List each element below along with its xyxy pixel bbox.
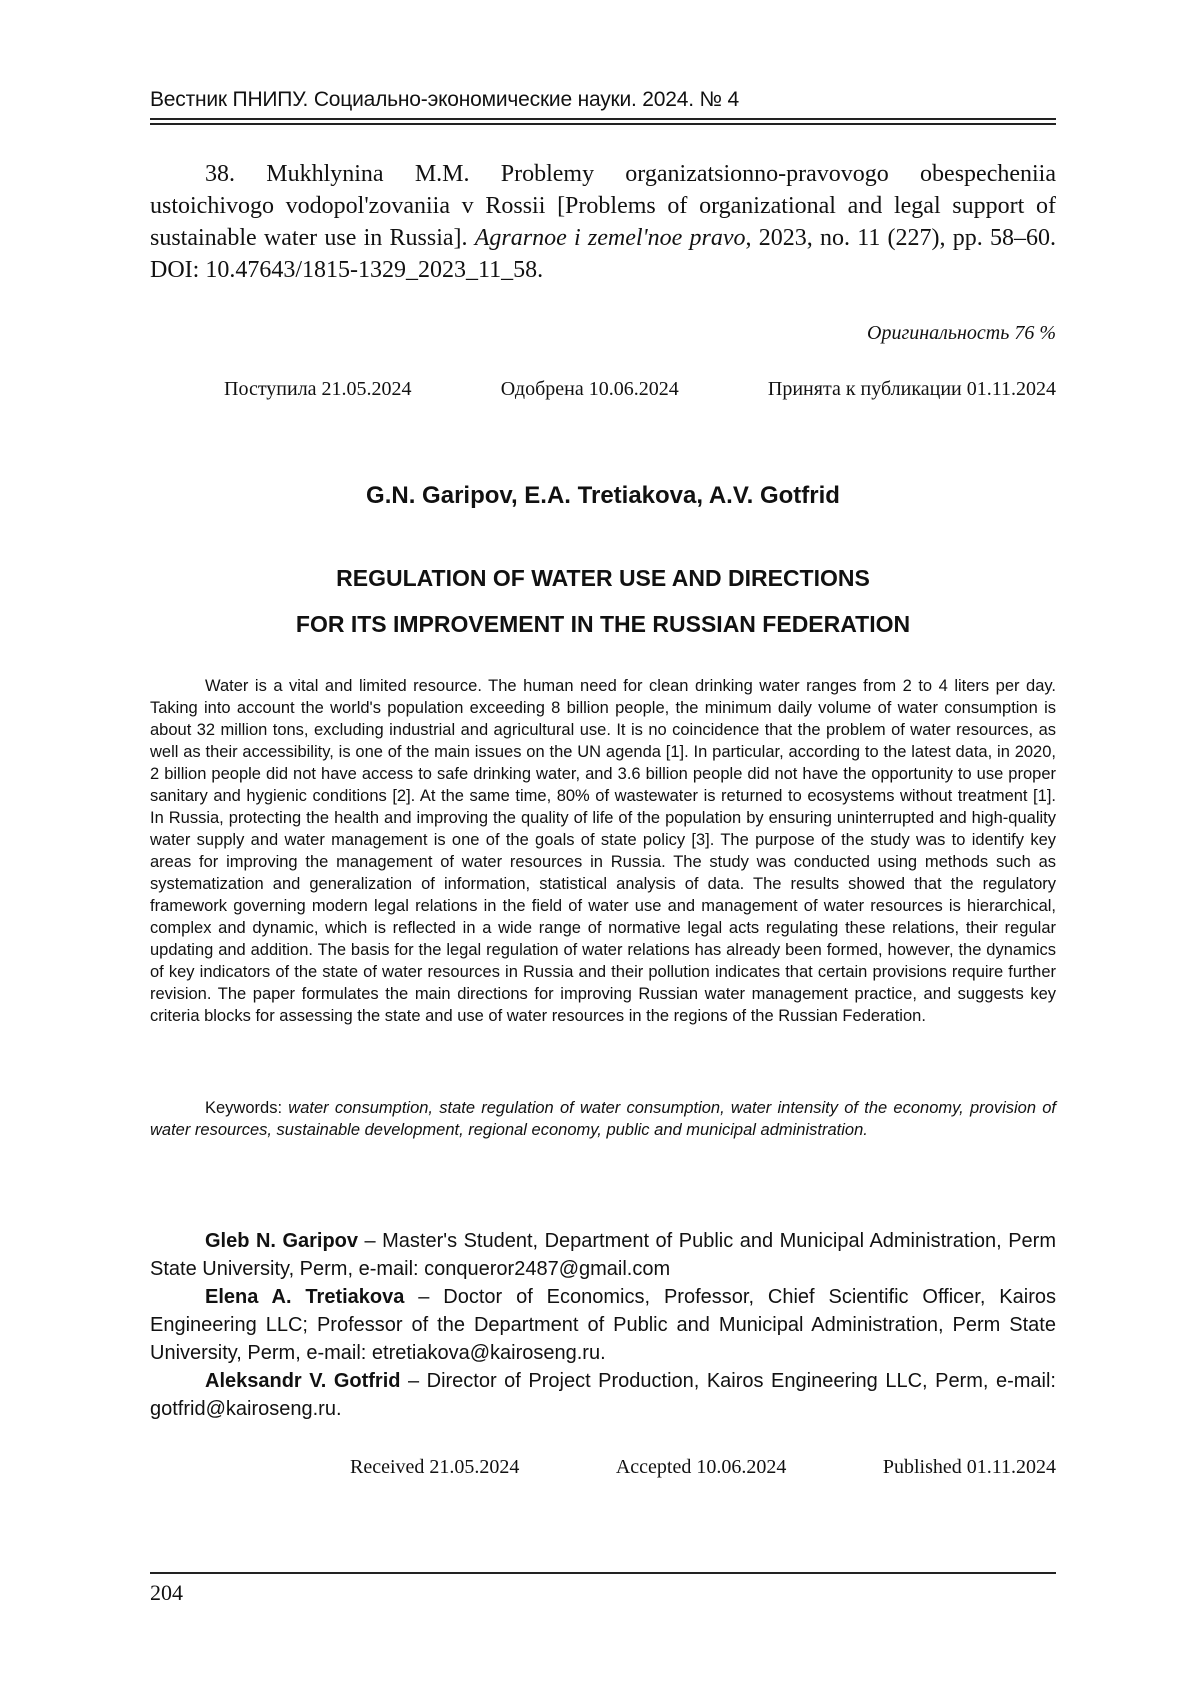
header-rule-bottom: [150, 123, 1056, 125]
author-details: – Doctor of Economics, Professor, Chief Scientific Officer, Kairos Engineering LLC; Professor of the Department of Public and Municipal Administration, Perm State University, Perm, e-mail: etretiakova@kairoseng.ru.: [150, 1286, 1056, 1364]
reference-38: [150, 158, 1056, 286]
page-number: 204: [150, 1580, 183, 1605]
article-abstract: Water is a vital and limited resource. The human need for clean drinking water ranges from 2 to 4 liters per day. Taking into account the world's population exceeding 8 billion people, the minimum daily volume of water consumption is about 32 million tons, excluding industrial and agricultural use. It is no coincidence that the problem of water resources, as well as their accessibility, is one of the main issues on the UN agenda [1]. In particular, according to the latest data, in 2020, 2 billion people did not have access to safe drinking water, and 3.6 billion people did not have the opportunity to use proper sanitary and hygienic conditions [2]. At the same time, 80% of wastewater is returned to ecosystems without treatment [1]. In Russia, protecting the health and improving the quality of life of the population by ensuring uninterrupted and high-quality water supply and water management is one of the goals of state policy [3]. The purpose of the study was to identify key areas for improving the management of water resources in Russia. The study was conducted using methods such as systematization and generalization of information, statistical analysis of data. The results showed that the regulatory framework governing modern legal relations in the field of water use and management of water resources is hierarchical, complex and dynamic, which is reflected in a wide range of normative legal acts regulating these relations, their regular updating and addition. The basis for the legal regulation of water relations has already been formed, however, the dynamics of key indicators of the state of water resources in Russia and their pollution indicates that certain provisions require further revision. The paper formulates the main directions for improving Russian water management practice, and suggests key criteria blocks for assessing the state and use of water resources in the regions of the Russian Federation.: [150, 677, 1056, 1025]
article-keywords: [150, 1097, 1056, 1141]
author-name: Aleksandr V. Gotfrid: [205, 1370, 401, 1392]
journal-page: [150, 0, 1056, 1705]
date-published-en: Published 01.11.2024: [882, 1456, 1056, 1478]
keywords-values: water consumption, state regulation of water consumption, water intensity of the economy, provision of water resources, sustainable development, regional economy, public and municipal administration.: [150, 1099, 1057, 1139]
author-details: – Director of Project Production, Kairos Engineering LLC, Perm, e-mail: gotfrid@kairoseng.ru.: [150, 1370, 1056, 1420]
reference-journal: Agrarnoe i zemel'noe pravo: [474, 225, 746, 251]
dates-en: [350, 1456, 1056, 1479]
date-approved-ru: Одобрена 10.06.2024: [500, 378, 679, 400]
author-info: [150, 1227, 1056, 1423]
author-details: – Master's Student, Department of Public and Municipal Administration, Perm State University, Perm, e-mail: conqueror2487@gmail.com: [150, 1230, 1056, 1280]
reference-text-after: , 2023, no. 11 (227), pp. 58–60. DOI: 10.47643/1815-1329_2023_11_58.: [150, 225, 1056, 283]
keywords-label: Keywords:: [205, 1099, 283, 1117]
article-authors: G.N. Garipov, E.A. Tretiakova, A.V. Gotfrid: [366, 482, 840, 509]
article-title-line-2: FOR ITS IMPROVEMENT IN THE RUSSIAN FEDERATION: [295, 611, 911, 637]
date-received-ru: Поступила 21.05.2024: [224, 378, 412, 400]
author-name: Elena A. Tretiakova: [205, 1286, 405, 1308]
dates-ru: [224, 378, 1056, 401]
date-accepted-ru: Принята к публикации 01.11.2024: [767, 378, 1056, 400]
article-title: [150, 555, 1056, 647]
author-name: Gleb N. Garipov: [205, 1230, 359, 1252]
author-info-item: [150, 1283, 1056, 1367]
date-received-en: Received 21.05.2024: [350, 1456, 520, 1478]
header-rule-top: [150, 118, 1056, 120]
article-title-line-1: REGULATION OF WATER USE AND DIRECTIONS: [336, 565, 870, 591]
running-header: Вестник ПНИПУ. Социально-экономические науки. 2024. № 4: [150, 88, 739, 111]
date-accepted-en: Accepted 10.06.2024: [615, 1456, 787, 1478]
footer-rule: [150, 1572, 1056, 1574]
author-info-item: [150, 1227, 1056, 1283]
originality-note: Оригинальность 76 %: [867, 322, 1056, 344]
reference-text-before: 38. Mukhlynina M.M. Problemy organizatsionno-pravovogo obespecheniia ustoichivogo vodopol'zovaniia v Rossii [Problems of organizational and legal support of sustainable water use in Russia].: [150, 161, 1056, 251]
author-info-item: [150, 1367, 1056, 1423]
